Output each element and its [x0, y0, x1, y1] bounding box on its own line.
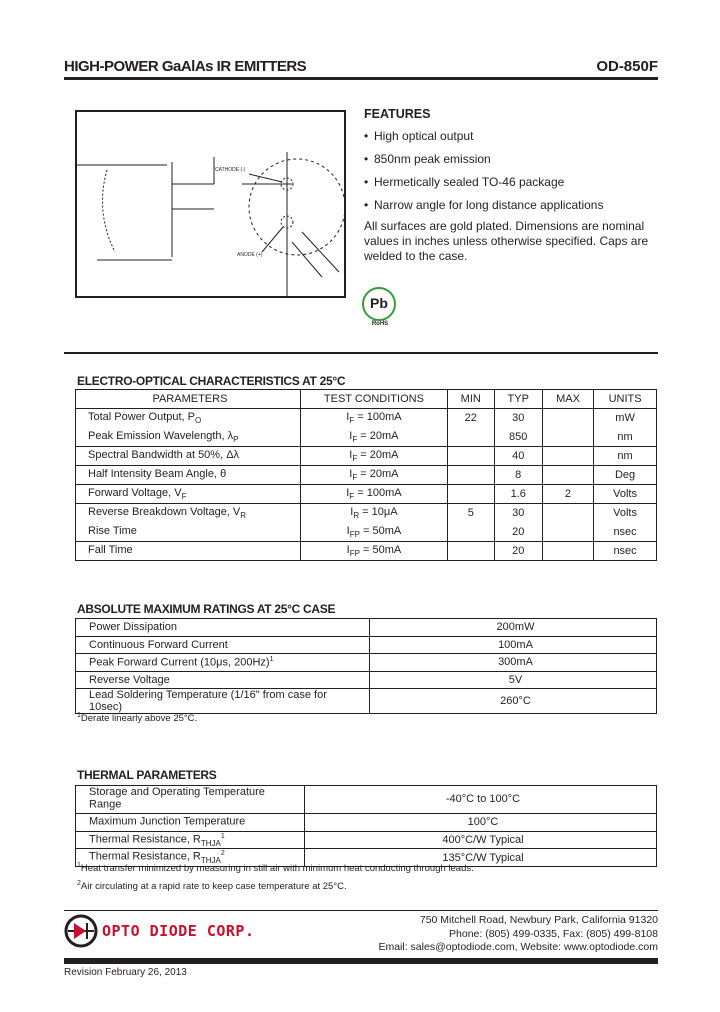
table-row: Reverse Voltage 5V: [76, 671, 657, 689]
table-row: Storage and Operating Temperature Range -40°C to 100°C: [76, 786, 657, 814]
col-header: MAX: [542, 390, 593, 409]
table-row: Power Dissipation 200mW: [76, 619, 657, 637]
feature-item: • High optical output: [364, 129, 659, 143]
section-rule: [64, 352, 658, 354]
package-drawing: [75, 110, 346, 298]
table-row: Maximum Junction Temperature 100°C: [76, 813, 657, 831]
feature-item: • 850nm peak emission: [364, 152, 659, 166]
absolute-heading: ABSOLUTE MAXIMUM RATINGS AT 25°C CASE: [77, 602, 336, 616]
footer-rule: [64, 910, 658, 911]
feature-item: • Narrow angle for long distance applications: [364, 198, 659, 212]
electro-optical-table: [75, 389, 657, 561]
anode-label: ANODE (+): [237, 252, 263, 258]
rohs-label: RoHS: [371, 321, 389, 327]
footer-bar: [64, 958, 658, 964]
table-row: Spectral Bandwidth at 50%, Δλ $I_F = 20mA$ 40 nm: [76, 447, 657, 466]
table-row: Half Intensity Beam Angle, θ $I_F = 20mA$ 8 Deg: [76, 466, 657, 485]
col-header: UNITS: [594, 390, 657, 409]
table-row: Reverse Breakdown Voltage, $V_R$ $I_R = 10\mu A$ 5 30 Volts: [76, 504, 657, 523]
table-row: Forward Voltage, $V_F$ $I_F = 100mA$ 1.6 2 Volts: [76, 485, 657, 504]
table-row: Peak Forward Current (10μs, 200Hz)$^1$ 300mA: [76, 654, 657, 672]
document-title: HIGH-POWER GaAlAs IR EMITTERS: [64, 58, 307, 75]
thermal-footnote: $^2$Air circulating at a rapid rate to keep case temperature at 25°C.: [77, 880, 347, 893]
features-note: All surfaces are gold plated. Dimensions are nominal values in inches unless otherwise specified. Caps are welded to the case.: [364, 219, 649, 263]
cathode-label: CATHODE (-): [215, 167, 246, 173]
part-number: OD-850F: [596, 58, 658, 75]
table-row: Thermal Resistance, $R_{THJA}^2$ 135°C/W Typical: [76, 849, 657, 867]
contact-info: [378, 914, 658, 955]
header-rule: [64, 77, 658, 80]
absolute-footnote: $^1$Derate linearly above 25°C.: [77, 712, 198, 725]
rohs-pb-icon: Pb: [362, 287, 396, 321]
features-heading: FEATURES: [364, 107, 431, 121]
diode-logo-icon: [64, 914, 98, 948]
table-row: Continuous Forward Current 100mA: [76, 636, 657, 654]
col-header: TEST CONDITIONS: [300, 390, 447, 409]
table-row: Peak Emission Wavelength, $\lambda_P$ $I_F = 20mA$ 850 nm: [76, 428, 657, 447]
email-website[interactable]: Email: sales@optodiode.com, Website: www.optodiode.com: [378, 941, 658, 953]
table-row: Total Power Output, $P_O$ $I_F = 100mA$ 22 30 mW: [76, 409, 657, 428]
features-section: [364, 107, 659, 264]
revision-date: Revision February 26, 2013: [64, 967, 187, 978]
rohs-badge: [362, 287, 398, 327]
thermal-heading: THERMAL PARAMETERS: [77, 768, 217, 782]
electro-heading: ELECTRO-OPTICAL CHARACTERISTICS AT 25°C: [77, 374, 346, 388]
col-header: MIN: [447, 390, 494, 409]
table-row: Lead Soldering Temperature (1/16" from case for 10sec) 260°C: [76, 689, 657, 714]
address: 750 Mitchell Road, Newbury Park, California 91320: [419, 914, 658, 926]
feature-item: • Hermetically sealed TO-46 package: [364, 175, 659, 189]
col-header: TYP: [494, 390, 542, 409]
table-row: Rise Time $I_{FP} = 50mA$ 20 nsec: [76, 523, 657, 542]
thermal-table: [75, 785, 657, 867]
table-row: Fall Time $I_{FP} = 50mA$ 20 nsec: [76, 542, 657, 561]
col-header: PARAMETERS: [152, 393, 228, 405]
company-name: OPTO DIODE CORP.: [102, 922, 255, 940]
table-row: Thermal Resistance, $R_{THJA}^1$ 400°C/W Typical: [76, 831, 657, 849]
phone: Phone: (805) 499-0335, Fax: (805) 499-8108: [449, 927, 658, 940]
absolute-ratings-table: [75, 618, 657, 714]
company-logo: [64, 914, 255, 948]
thermal-footnote: $^1$Heat transfer minimized by measuring in still air with minimum heat conducting through leads.: [77, 862, 474, 875]
